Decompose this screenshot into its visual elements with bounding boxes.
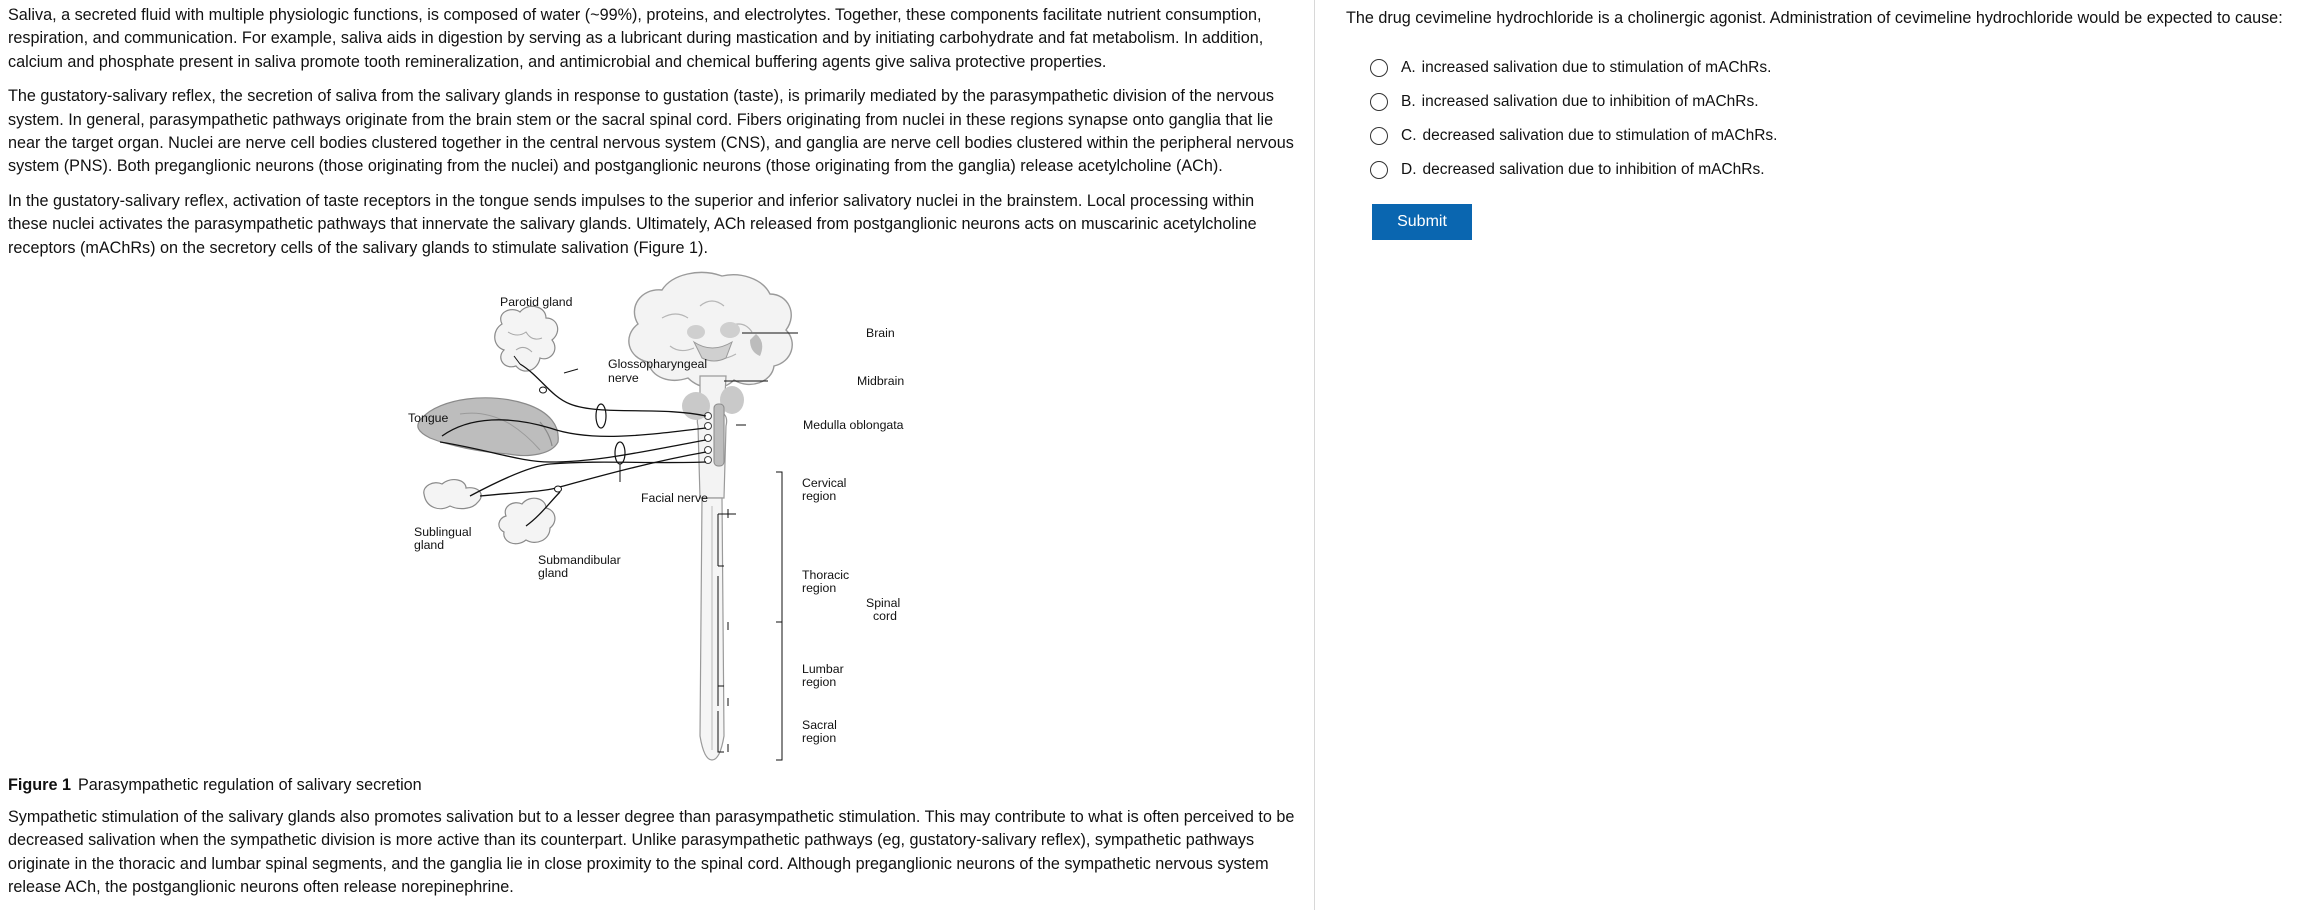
label-submandibular-2: gland (538, 566, 569, 580)
question-pane (1346, 6, 2296, 230)
figure-diagram (400, 266, 920, 766)
passage-paragraph-4: Sympathetic stimulation of the salivary glands also promotes salivation but to a lesser degree than parasympathetic stimulation. This may contribute to what is often perceived to be decreased salivation when the sympathetic division is more active than its counterpart. Unlike parasympathetic pathways (eg, gustatory-salivary reflex), sympathetic pathways originate in the thoracic and lumbar spinal segments, and the ganglia lie in close proximity to the spinal cord. Although preganglionic neurons of the sympathetic nervous system release ACh, the postganglionic neurons often release norepinephrine. (8, 808, 1295, 897)
label-medulla-oblongata: Medulla oblongata (803, 418, 904, 432)
label-sublingual-2: gland (414, 538, 445, 552)
choice-b-text: increased salivation due to inhibition of mAChRs. (1421, 93, 1759, 110)
figure-caption-text: Parasympathetic regulation of salivary secretion (77, 776, 422, 794)
passage (8, 4, 1298, 271)
submit-button[interactable]: Submit (1372, 204, 1472, 240)
choice-d-text: decreased salivation due to inhibition of mAChRs. (1422, 161, 1765, 178)
label-lumbar-1: Lumbar (802, 662, 844, 676)
figure-caption-label: Figure 1 (8, 776, 71, 794)
label-sublingual-1: Sublingual (414, 525, 472, 539)
figure-caption (8, 776, 422, 795)
label-facial-nerve: Facial nerve (641, 491, 708, 505)
question-stem: The drug cevimeline hydrochloride is a cholinergic agonist. Administration of cevimeline hydrochloride would be expected to cause: (1346, 9, 2283, 27)
radio-button-c[interactable] (1370, 127, 1388, 145)
label-spinal-2: cord (873, 609, 897, 623)
label-thoracic-2: region (802, 581, 837, 595)
choice-a-text: increased salivation due to stimulation of mAChRs. (1421, 59, 1772, 76)
submandibular-gland-shape (499, 498, 555, 543)
label-sacral-1: Sacral (802, 718, 837, 732)
label-sacral-2: region (802, 731, 837, 745)
choice-c-text: decreased salivation due to stimulation of mAChRs. (1422, 127, 1778, 144)
pane-divider (1314, 0, 1315, 910)
label-midbrain: Midbrain (857, 374, 905, 388)
choice-d[interactable] (1370, 158, 1765, 182)
label-tongue: Tongue (408, 411, 449, 425)
label-brain: Brain (866, 326, 895, 340)
label-lumbar-2: region (802, 675, 837, 689)
label-parotid-gland: Parotid gland (500, 295, 573, 309)
passage-paragraph-1: Saliva, a secreted fluid with multiple physiologic functions, is composed of water (~99%), proteins, and electrolytes. Together, these components facilitate nutrient consumption, respiration, and communication. For example, saliva aids in digestion by serving as a lubricant during mastication and by initiating carbohydrate and fat metabolism. In addition, calcium and phosphate present in saliva promote tooth remineralization, and antimicrobial and chemical buffering agents give saliva protective properties. (8, 6, 1264, 71)
parotid-gland-shape (495, 306, 558, 371)
label-glossopharyngeal-1: Glossopharyngeal (608, 357, 708, 371)
radio-button-d[interactable] (1370, 161, 1388, 179)
passage-paragraph-3: In the gustatory-salivary reflex, activation of taste receptors in the tongue sends impulses to the superior and inferior salivatory nuclei in the brainstem. Local processing within these nuclei activates the parasympathetic pathways that innervate the salivary glands. Ultimately, ACh released from postganglionic neurons acts on muscarinic acetylcholine receptors (mAChRs) on the secretory cells of the salivary glands to stimulate salivation (Figure 1). (8, 191, 1257, 257)
label-thoracic-1: Thoracic (802, 568, 850, 582)
radio-button-b[interactable] (1370, 93, 1388, 111)
label-cervical-2: region (802, 489, 837, 503)
label-spinal-1: Spinal (866, 596, 901, 610)
choice-a-letter: A. (1401, 59, 1416, 76)
parasympathetic-diagram (400, 266, 920, 766)
choice-c[interactable] (1370, 124, 1777, 148)
label-cervical-1: Cervical (802, 476, 847, 490)
passage-after-figure (8, 806, 1298, 900)
label-submandibular-1: Submandibular (538, 553, 621, 567)
passage-paragraph-2: The gustatory-salivary reflex, the secretion of saliva from the salivary glands in response to gustation (taste), is primarily mediated by the parasympathetic division of the nervous system. In general, parasympathetic pathways originate from the brain stem or the sacral spinal cord. Fibers originating from nuclei in these regions synapse onto ganglia that lie near the target organ. Nuclei are nerve cell bodies clustered together in the central nervous system (CNS), and ganglia are nerve cell bodies clustered within the peripheral nervous system (PNS). Both preganglionic neurons (those originating from the nuclei) and postganglionic neurons (those originating from the ganglia) release acetylcholine (ACh). (8, 87, 1294, 176)
choice-d-letter: D. (1401, 161, 1417, 178)
choice-c-letter: C. (1401, 127, 1417, 144)
choice-b-letter: B. (1401, 93, 1416, 110)
choice-a[interactable] (1370, 56, 1771, 80)
choice-b[interactable] (1370, 90, 1759, 114)
label-glossopharyngeal-2: nerve (608, 371, 639, 385)
radio-button-a[interactable] (1370, 59, 1388, 77)
